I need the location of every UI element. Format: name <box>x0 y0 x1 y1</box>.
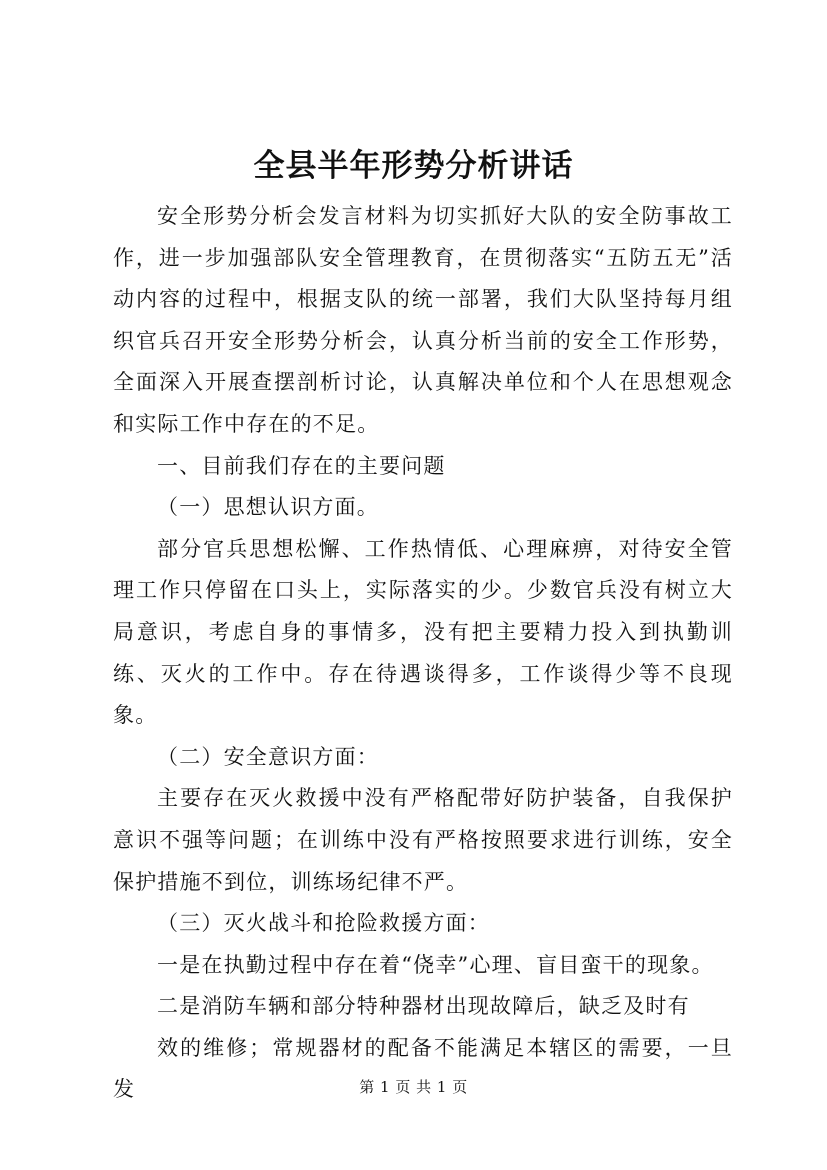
paragraph-intro: 安全形势分析会发言材料为切实抓好大队的安全防事故工作，进一步加强部队安全管理教育，在贯彻落实“五防五无”活动内容的过程中，根据支队的统一部署，我们大队坚持每月组织官兵召开安全形势分析会，认真分析当前的安全工作形势，全面深入开展查摆剖析讨论，认真解决单位和个人在思想观念和实际工作中存在的不足。 <box>113 204 733 436</box>
subheading-ideology: （一）思想认识方面。 <box>157 495 379 520</box>
paragraph-point-one: 一是在执勤过程中存在着“侥幸”心理、盲目蛮干的现象。 <box>157 952 714 977</box>
subheading-safety-awareness: （二）安全意识方面： <box>157 744 379 769</box>
paragraph-ideology: 部分官兵思想松懈、工作热情低、心理麻痹，对待安全管理工作只停留在口头上，实际落实的少。少数官兵没有树立大局意识，考虑自身的事情多，没有把主要精力投入到执勤训练、灭火的工作中。存在待遇谈得多，工作谈得少等不良现象。 <box>113 536 733 728</box>
section-heading-main-problems: 一、目前我们存在的主要问题 <box>157 453 446 478</box>
paragraph-safety-awareness: 主要存在灭火救援中没有严格配带好防护装备，自我保护意识不强等问题；在训练中没有严格按照要求进行训练，安全保护措施不到位，训练场纪律不严。 <box>113 786 733 894</box>
document-title: 全县半年形势分析讲话 <box>253 148 574 184</box>
page-number-footer: 第 1 页 共 1 页 <box>359 1078 468 1096</box>
paragraph-point-two-continued: 效的维修；常规器材的配备不能满足本辖区的需要，一旦发 <box>113 1035 733 1102</box>
document-body <box>113 196 733 1111</box>
paragraph-point-two: 二是消防车辆和部分特种器材出现故障后，缺乏及时有 <box>157 994 690 1019</box>
subheading-firefighting-rescue: （三）灭火战斗和抢险救援方面： <box>157 911 490 936</box>
